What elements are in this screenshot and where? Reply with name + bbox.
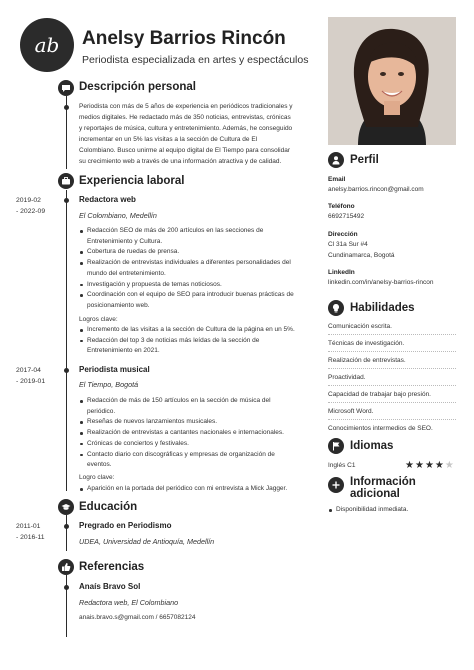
star-filled-icon: ★	[414, 460, 425, 471]
education-date: 2011-01 - 2016-11	[16, 523, 45, 541]
divider	[328, 351, 456, 352]
list-item: Crónicas de conciertos y festivales.	[79, 439, 315, 450]
linkedin-label: LinkedIn	[328, 269, 355, 276]
divider	[328, 402, 456, 403]
list-item: Disponibilidad inmediata.	[328, 505, 468, 516]
flag-icon	[328, 438, 344, 454]
section-title-education: Educación	[79, 501, 138, 513]
list-item: Contacto diario con discográficas y empresas de organización de eventos.	[79, 450, 315, 471]
initials-logo: ab	[20, 18, 74, 72]
timeline-line	[66, 190, 67, 491]
list-item: Redacción SEO de más de 200 artículos en las secciones de Entretenimiento y Cultura.	[79, 226, 315, 247]
job-title: Redactora web	[79, 195, 136, 204]
briefcase-icon	[58, 173, 74, 189]
list-item: Incremento de las visitas a la sección de Cultura de la página en un 5%.	[79, 325, 315, 336]
phone-label: Teléfono	[328, 203, 355, 210]
skill-item: Comunicación escrita.	[328, 323, 392, 330]
skill-item: Conocimientos intermedios de SEO.	[328, 425, 433, 432]
list-item: Redacción del top 3 de noticias más leídas de la sección de Entretenimiento en 2021.	[79, 336, 315, 357]
chat-icon	[58, 80, 74, 96]
reference-position: Redactora web, El Colombiano	[79, 598, 179, 607]
address-value: Cl 31a Sur #4 Cundinamarca, Bogotá	[328, 241, 395, 259]
list-item: Cobertura de ruedas de prensa.	[79, 247, 315, 258]
section-title-experience: Experiencia laboral	[79, 175, 185, 187]
job-achievements-list	[79, 484, 315, 495]
star-filled-icon: ★	[424, 460, 435, 471]
skill-item: Microsoft Word.	[328, 408, 374, 415]
timeline-dot	[64, 198, 69, 203]
divider	[328, 334, 456, 335]
plus-circle-icon	[328, 477, 344, 493]
email-label: Email	[328, 176, 346, 183]
job-achievements-list	[79, 325, 315, 357]
skill-item: Realización de entrevistas.	[328, 357, 406, 364]
list-item: Realización de entrevistas a cantantes nacionales e internacionales.	[79, 428, 315, 439]
candidate-name: Anelsy Barrios Rincón	[82, 28, 286, 49]
job-company: El Tiempo, Bogotá	[79, 380, 139, 389]
skill-item: Capacidad de trabajar bajo presión.	[328, 391, 431, 398]
degree-title: Pregrado en Periodismo	[79, 521, 172, 530]
address-label: Dirección	[328, 231, 358, 238]
job-date: 2017-04 - 2019-01	[16, 367, 46, 385]
star-filled-icon: ★	[405, 460, 415, 471]
divider	[328, 419, 456, 420]
email-value: anelsy.barrios.rincon@gmail.com	[328, 186, 424, 193]
section-title-skills: Habilidades	[350, 302, 415, 314]
list-item: Coordinación con el equipo de SEO para introducir buenas prácticas de posicionamiento web.	[79, 290, 315, 311]
language-rating	[405, 460, 455, 471]
additional-list	[328, 505, 468, 516]
star-filled-icon: ★	[434, 460, 445, 471]
phone-value: 6692715492	[328, 213, 365, 220]
timeline-dot	[64, 585, 69, 590]
lightbulb-icon	[328, 300, 344, 316]
job-duties-list	[79, 396, 315, 471]
achievements-label: Logro clave:	[79, 474, 115, 481]
section-title-references: Referencias	[79, 561, 145, 573]
list-item: Aparición en la portada del periódico con mi entrevista a Mick Jagger.	[79, 484, 315, 495]
section-title-profile: Descripción personal	[79, 81, 196, 93]
reference-contact: anais.bravo.s@gmail.com / 6657082124	[79, 614, 196, 621]
list-item: Investigación y propuesta de temas noticiosos.	[79, 280, 315, 291]
thumbs-up-icon	[58, 559, 74, 575]
section-title-languages: Idiomas	[350, 440, 394, 452]
timeline-dot	[64, 524, 69, 529]
skill-item: Técnicas de investigación.	[328, 340, 405, 347]
profile-description: Periodista con más de 5 años de experiencia en periódicos tradicionales y medios digitales. He redactado más de 350 noticias, entrevistas, crónicas y reportajes de música, cultura y entretenimiento. Además, he conseguido incrementar en un 5% las visitas a la sección de Cultura de El Colombiano. Busco unirme al equipo digital de El Tiempo para consolidar su crecimiento web a través de una información atractiva y de calidad.	[79, 103, 293, 166]
language-name: Inglés C1	[328, 462, 356, 469]
linkedin-value: linkedin.com/in/anelsy-barrios-rincon	[328, 279, 434, 286]
job-title: Periodista musical	[79, 365, 150, 374]
timeline-dot	[64, 105, 69, 110]
job-company: El Colombiano, Medellín	[79, 211, 157, 220]
achievements-label: Logros clave:	[79, 316, 118, 323]
star-empty-icon: ★	[444, 460, 455, 471]
skill-item: Proactividad.	[328, 374, 366, 381]
section-title-perfil: Perfil	[350, 154, 379, 166]
portrait-image	[328, 17, 456, 145]
timeline-line	[66, 515, 67, 551]
reference-name: Anaís Bravo Sol	[79, 582, 141, 591]
job-duties-list	[79, 226, 315, 312]
candidate-role: Periodista especializada en artes y espectáculos	[82, 54, 309, 66]
section-title-additional: Información adicional	[350, 476, 416, 500]
profile-photo	[328, 17, 456, 145]
job-date: 2019-02 - 2022-09	[16, 197, 46, 215]
list-item: Redacción de más de 150 artículos en la sección de música del periódico.	[79, 396, 315, 417]
list-item: Realización de entrevistas individuales a diferentes personalidades del mundo del entretenimiento.	[79, 258, 315, 279]
school-name: UDEA, Universidad de Antioquía, Medellín	[79, 537, 215, 546]
person-icon	[328, 152, 344, 168]
divider	[328, 385, 456, 386]
timeline-dot	[64, 368, 69, 373]
list-item: Reseñas de nuevos lanzamientos musicales.	[79, 417, 315, 428]
graduation-cap-icon	[58, 499, 74, 515]
divider	[328, 368, 456, 369]
